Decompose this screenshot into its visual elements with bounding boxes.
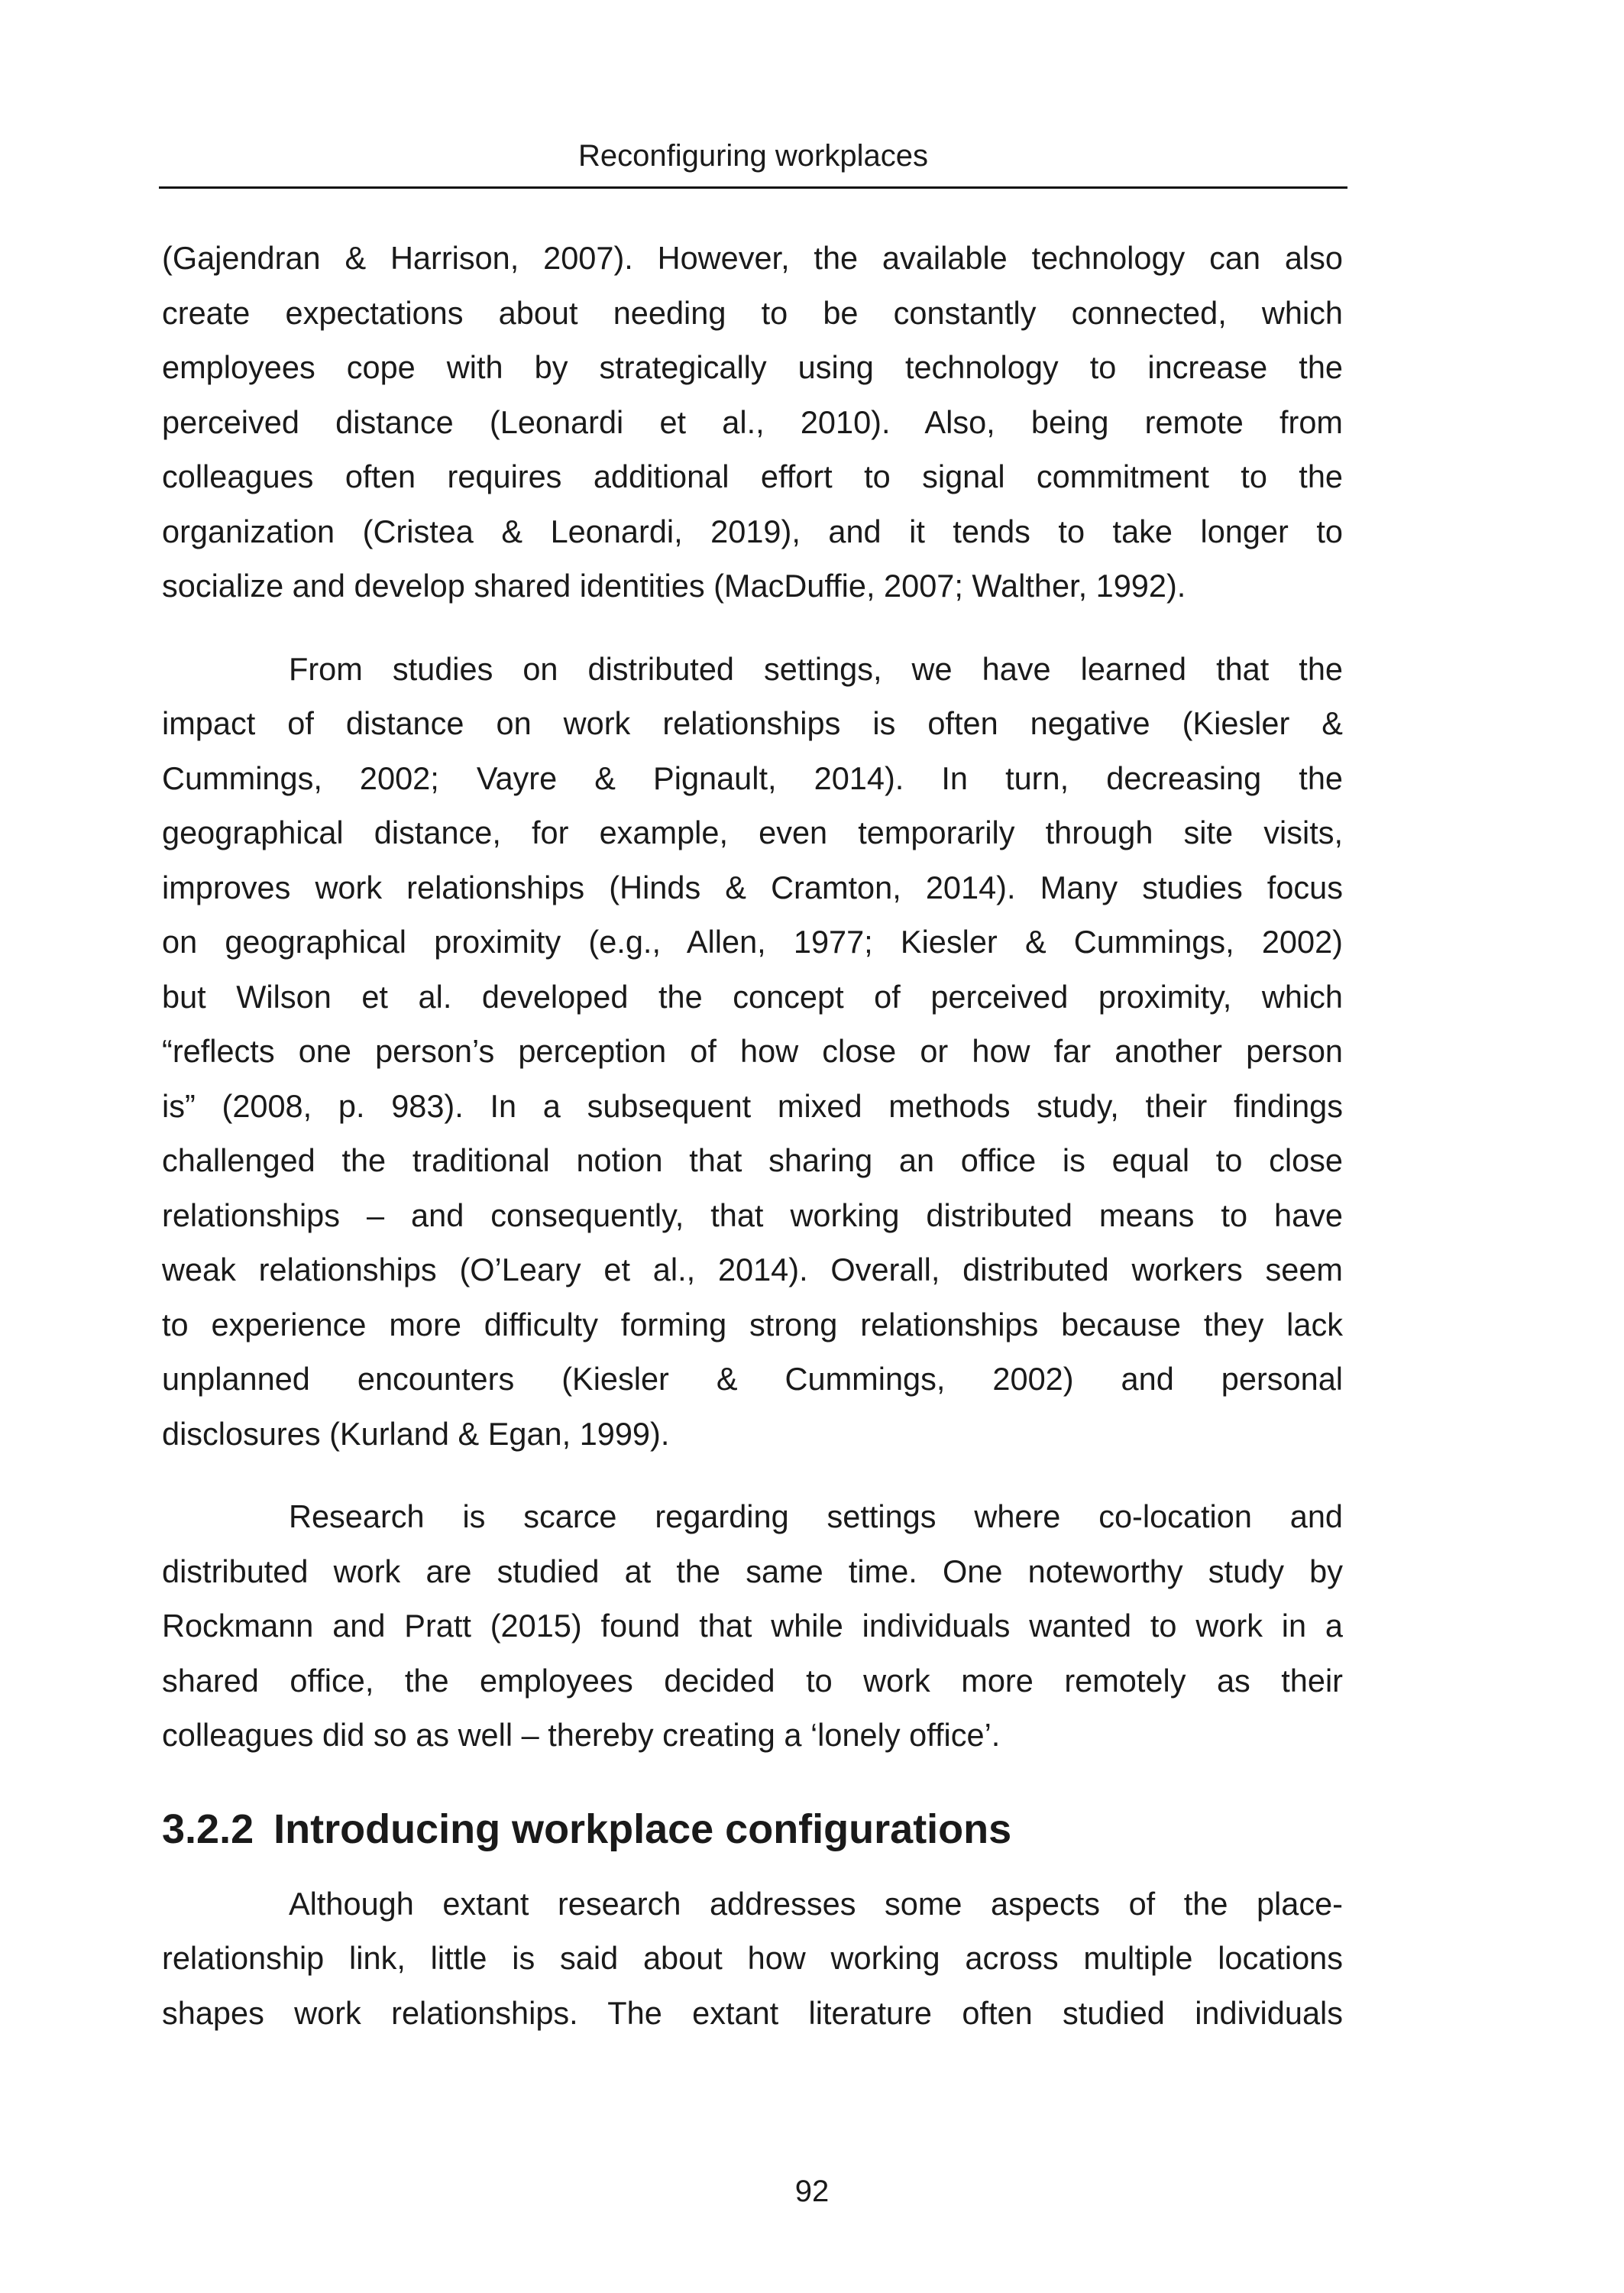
running-header: Reconfiguring workplaces <box>577 139 928 173</box>
text-line: is” (2008, p. 983). In a subsequent mixed methods study, their findings <box>162 1087 1343 1124</box>
text-line: but Wilson et al. developed the concept of perceived proximity, which <box>162 978 1343 1015</box>
text-line: “reflects one person’s perception of how close or how far another person <box>162 1033 1343 1069</box>
text-line: (Gajendran & Harrison, 2007). However, the available technology can also <box>162 240 1343 276</box>
text-line: socialize and develop shared identities (MacDuffie, 2007; Walther, 1992). <box>162 568 1186 604</box>
page-body <box>162 231 1343 2068</box>
text-line: disclosures (Kurland & Egan, 1999). <box>162 1415 670 1452</box>
paragraph-after-heading <box>162 1877 1343 2041</box>
text-line: Cummings, 2002; Vayre & Pignault, 2014). In turn, decreasing the <box>162 759 1343 796</box>
text-line: colleagues did so as well – thereby creating a ‘lonely office’. <box>162 1717 1001 1753</box>
text-line: improves work relationships (Hinds & Cramton, 2014). Many studies focus <box>162 869 1343 905</box>
text-line: create expectations about needing to be constantly connected, which <box>162 294 1343 331</box>
text-line: distributed work are studied at the same time. One noteworthy study by <box>162 1553 1343 1589</box>
paragraph <box>162 1489 1343 1763</box>
text-line: Research is scarce regarding settings where co-location and <box>289 1498 1343 1534</box>
text-line: Rockmann and Pratt (2015) found that while individuals wanted to work in a <box>162 1608 1343 1644</box>
text-line: geographical distance, for example, even temporarily through site visits, <box>162 815 1343 850</box>
paragraph <box>162 1877 1343 2041</box>
section-title: Introducing workplace configurations <box>273 1806 1012 1852</box>
page-number: 92 <box>794 2175 830 2208</box>
header-rule <box>159 186 1347 189</box>
text-line: weak relationships (O’Leary et al., 2014). Overall, distributed workers seem <box>162 1252 1343 1287</box>
paragraph <box>162 642 1343 1462</box>
section-heading <box>162 1791 1343 1867</box>
text-line: From studies on distributed settings, we have learned that the <box>289 650 1343 687</box>
section-number: 3.2.2 <box>162 1806 254 1852</box>
text-line: employees cope with by strategically using technology to increase the <box>162 349 1343 385</box>
text-line: shapes work relationships. The extant literature often studied individuals <box>162 1994 1343 2031</box>
text-line: unplanned encounters (Kiesler & Cummings, 2002) and personal <box>162 1361 1343 1397</box>
text-line: shared office, the employees decided to work more remotely as their <box>162 1662 1343 1699</box>
text-line: on geographical proximity (e.g., Allen, 1977; Kiesler & Cummings, 2002) <box>162 924 1343 960</box>
paragraph <box>162 231 1343 614</box>
text-line: challenged the traditional notion that sharing an office is equal to close <box>162 1142 1343 1178</box>
text-line: impact of distance on work relationships is often negative (Kiesler & <box>162 705 1343 741</box>
text-line: Although extant research addresses some aspects of the place- <box>289 1885 1343 1922</box>
text-line: to experience more difficulty forming strong relationships because they lack <box>162 1306 1343 1342</box>
paragraphs <box>162 231 1343 1763</box>
text-line: colleagues often requires additional effort to signal commitment to the <box>162 458 1343 494</box>
text-line: relationship link, little is said about how working across multiple locations <box>162 1940 1343 1976</box>
text-line: organization (Cristea & Leonardi, 2019), and it tends to take longer to <box>162 513 1343 549</box>
text-line: relationships – and consequently, that working distributed means to have <box>162 1197 1343 1233</box>
text-line: perceived distance (Leonardi et al., 2010). Also, being remote from <box>162 403 1343 440</box>
